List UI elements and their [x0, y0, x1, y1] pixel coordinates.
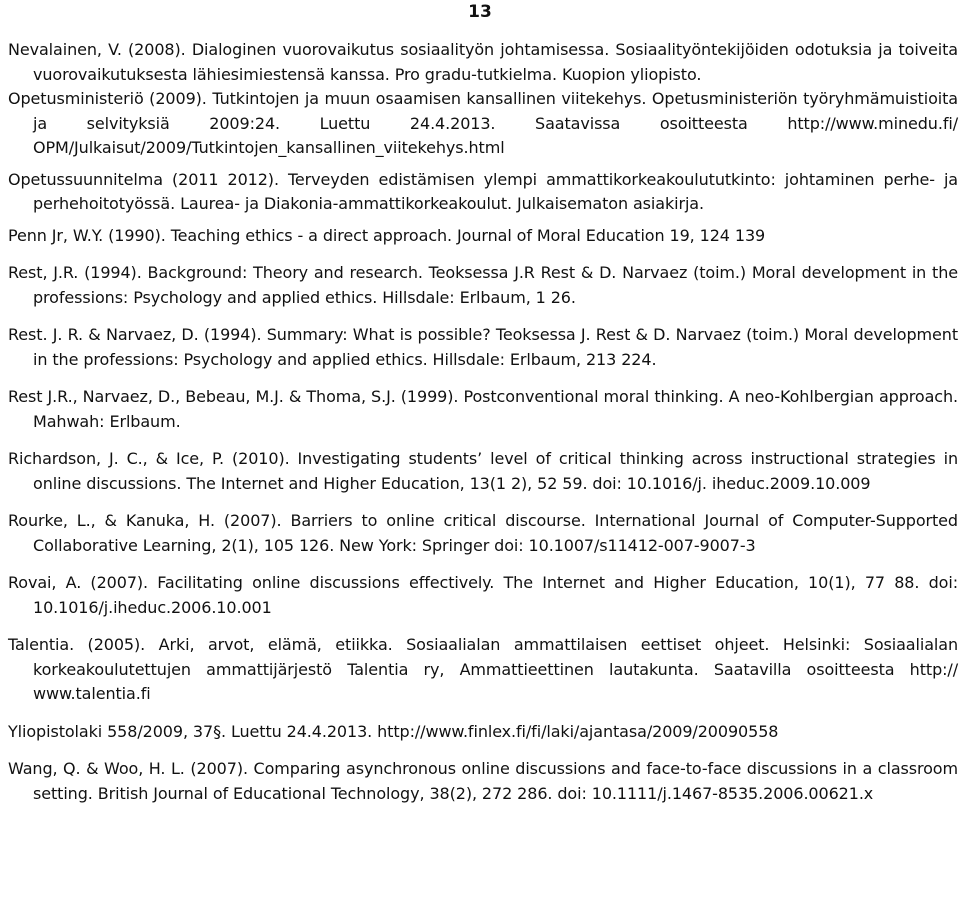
reference-entry: Rest J.R., Narvaez, D., Bebeau, M.J. & Thoma, S.J. (1999). Postconventional moral thinking. A neo-Kohlbergian approach. Mahwah: Erlbaum.	[8, 387, 958, 431]
reference-entry: Wang, Q. & Woo, H. L. (2007). Comparing asynchronous online discussions and face-to-face discussions in a classroom setting. British Journal of Educational Technology, 38(2), 272 286. doi: 10.1111/j.1467-8535.2006.00621.x	[8, 759, 958, 803]
reference-entry: Talentia. (2005). Arki, arvot, elämä, etiikka. Sosiaalialan ammattilaisen eettiset ohjeet. Helsinki: Sosiaalialan korkeakoulutettujen ammattijärjestö Talentia ry, Ammattieettinen lautakunta. Saatavilla osoitteesta http:// www.talentia.fi	[8, 635, 958, 703]
reference-list	[8, 38, 958, 806]
reference-entry: Richardson, J. C., & Ice, P. (2010). Investigating students’ level of critical thinking across instructional strategies in online discussions. The Internet and Higher Education, 13(1 2), 52 59. doi: 10.1016/j. iheduc.2009.10.009	[8, 449, 958, 493]
reference-entry: Nevalainen, V. (2008). Dialoginen vuorovaikutus sosiaalityön johtamisessa. Sosiaalityöntekijöiden odotuksia ja toiveita vuorovaikutuksesta lähiesimiestensä kanssa. Pro gradu-tutkielma. Kuopion yliopisto.	[8, 40, 958, 84]
reference-entry: Yliopistolaki 558/2009, 37§. Luettu 24.4.2013. http://www.finlex.fi/fi/laki/ajantasa/2009/20090558	[8, 721, 779, 741]
reference-entry: Rourke, L., & Kanuka, H. (2007). Barriers to online critical discourse. International Journal of Computer-Supported Collaborative Learning, 2(1), 105 126. New York: Springer doi: 10.1007/s11412-007-9007-3	[8, 511, 958, 555]
reference-entry: Penn Jr, W.Y. (1990). Teaching ethics - a direct approach. Journal of Moral Education 19, 124 139	[8, 225, 766, 245]
reference-entry: Rest. J. R. & Narvaez, D. (1994). Summary: What is possible? Teoksessa J. Rest & D. Narvaez (toim.) Moral development in the professions: Psychology and applied ethics. Hillsdale: Erlbaum, 213 224.	[8, 325, 958, 369]
reference-entry: Opetusministeriö (2009). Tutkintojen ja muun osaamisen kansallinen viitekehys. Opetusministeriön työryhmämuistioita ja selvityksiä 2009:24. Luettu 24.4.2013. Saatavissa osoitteesta http://www.minedu.fi/ OPM/Julkaisut/2009/Tutkintojen_kansallinen_viitekehys.html	[8, 89, 958, 157]
page-number: 13	[468, 2, 492, 22]
reference-entry: Rest, J.R. (1994). Background: Theory and research. Teoksessa J.R Rest & D. Narvaez (toim.) Moral development in the professions: Psychology and applied ethics. Hillsdale: Erlbaum, 1 26.	[8, 263, 958, 307]
reference-entry: Opetussuunnitelma (2011 2012). Terveyden edistämisen ylempi ammattikorkeakoulututkinto: johtaminen perhe- ja perhehoitotyössä. Laurea- ja Diakonia-ammattikorkeakoulut. Julkaisematon asiakirja.	[8, 169, 958, 213]
reference-entry: Rovai, A. (2007). Facilitating online discussions effectively. The Internet and Higher Education, 10(1), 77 88. doi: 10.1016/j.iheduc.2006.10.001	[8, 573, 958, 617]
